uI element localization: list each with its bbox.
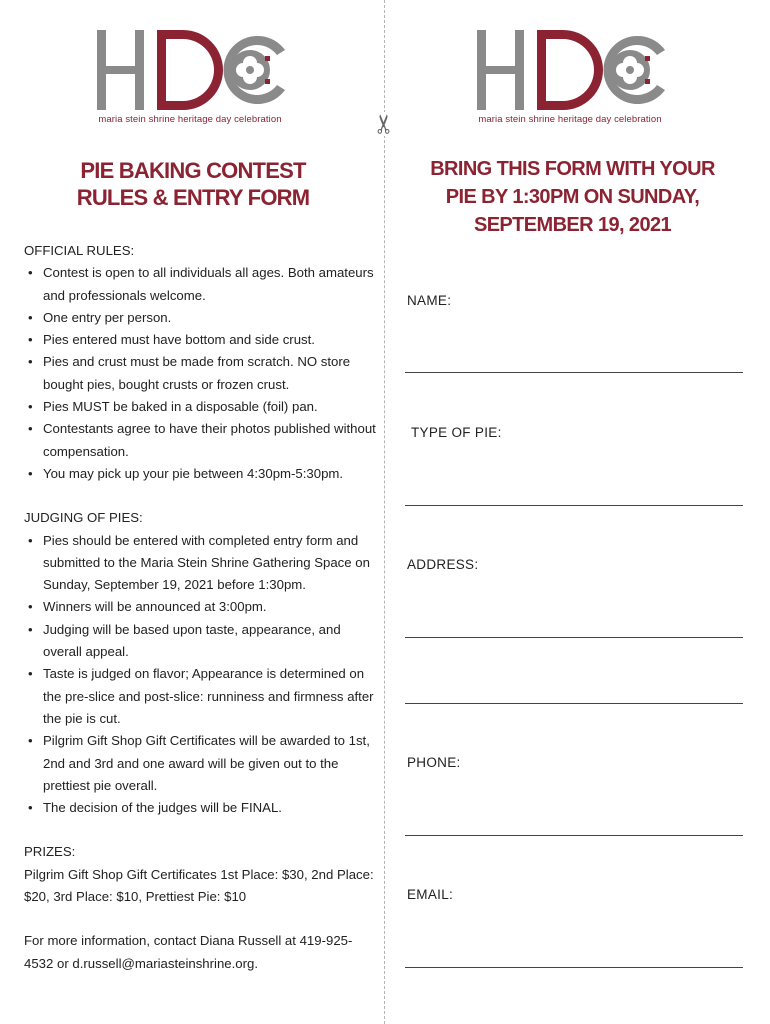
list-item: • Pilgrim Gift Shop Gift Certificates will be awarded to 1st, 2nd and 3rd and one award will be given out to the prettiest pie overall. bbox=[24, 730, 376, 797]
form-title bbox=[400, 155, 745, 239]
hdc-logo bbox=[75, 22, 305, 132]
title-line: PIE BY 1:30PM ON SUNDAY, bbox=[445, 186, 700, 208]
phone-line[interactable] bbox=[405, 835, 743, 836]
list-item: • Contestants agree to have their photos published without compensation. bbox=[24, 418, 376, 463]
hdc-logo-mark bbox=[455, 22, 685, 112]
contact-text: For more information, contact Diana Russell at 419-925-4532 or d.russell@mariasteinshrine.org. bbox=[24, 933, 353, 971]
hdc-logo bbox=[455, 22, 685, 132]
list-item: • The decision of the judges will be FINAL. bbox=[24, 797, 376, 819]
contest-title bbox=[28, 157, 358, 211]
title-line: PIE BAKING CONTEST bbox=[80, 158, 306, 183]
logo-tagline: maria stein shrine heritage day celebration bbox=[478, 114, 662, 125]
scissors-icon: ✂ bbox=[364, 112, 404, 136]
judging-heading: JUDGING OF PIES: bbox=[24, 510, 143, 526]
prizes-text: Pilgrim Gift Shop Gift Certificates 1st Place: $30, 2nd Place: $20, 3rd Place: $10, Prettiest Pie: $10 bbox=[24, 866, 374, 905]
email-label: EMAIL: bbox=[407, 887, 454, 902]
judging-list bbox=[24, 530, 376, 820]
title-line: SEPTEMBER 19, 2021 bbox=[473, 214, 672, 236]
official-rules-list bbox=[24, 262, 376, 485]
list-item: • One entry per person. bbox=[24, 307, 376, 329]
title-line: BRING THIS FORM WITH YOUR bbox=[430, 158, 715, 180]
pie-type-line[interactable] bbox=[405, 505, 743, 506]
address-line-2[interactable] bbox=[405, 703, 743, 704]
name-line[interactable] bbox=[405, 372, 743, 373]
phone-label: PHONE: bbox=[407, 755, 461, 770]
list-item: • Pies and crust must be made from scratch. NO store bought pies, bought crusts or frozen crust. bbox=[24, 351, 376, 396]
address-line-1[interactable] bbox=[405, 637, 743, 638]
list-item: • Taste is judged on flavor; Appearance is determined on the pre-slice and post-slice: runniness and firmness after the pie is cut. bbox=[24, 663, 376, 730]
cut-line bbox=[384, 0, 385, 1024]
list-item: • Judging will be based upon taste, appearance, and overall appeal. bbox=[24, 619, 376, 664]
pie-type-label: TYPE OF PIE: bbox=[411, 425, 502, 440]
list-item: • You may pick up your pie between 4:30pm-5:30pm. bbox=[24, 463, 376, 485]
email-line[interactable] bbox=[405, 967, 743, 968]
logo-tagline: maria stein shrine heritage day celebration bbox=[98, 114, 282, 125]
title-line: RULES & ENTRY FORM bbox=[76, 185, 310, 210]
rules-section bbox=[24, 240, 376, 975]
hdc-logo-mark bbox=[75, 22, 305, 112]
list-item: • Winners will be announced at 3:00pm. bbox=[24, 596, 376, 618]
name-label: NAME: bbox=[407, 293, 452, 308]
list-item: • Contest is open to all individuals all ages. Both amateurs and professionals welcome. bbox=[24, 262, 376, 307]
official-rules-heading: OFFICIAL RULES: bbox=[24, 243, 135, 258]
prizes-heading: PRIZES: bbox=[24, 844, 76, 860]
list-item: • Pies entered must have bottom and side crust. bbox=[24, 329, 376, 351]
list-item: • Pies MUST be baked in a disposable (foil) pan. bbox=[24, 396, 376, 418]
address-label: ADDRESS: bbox=[407, 557, 479, 572]
list-item: • Pies should be entered with completed entry form and submitted to the Maria Stein Shrine Gathering Space on Sunday, September 19, 2021 before 1:30pm. bbox=[24, 530, 376, 597]
